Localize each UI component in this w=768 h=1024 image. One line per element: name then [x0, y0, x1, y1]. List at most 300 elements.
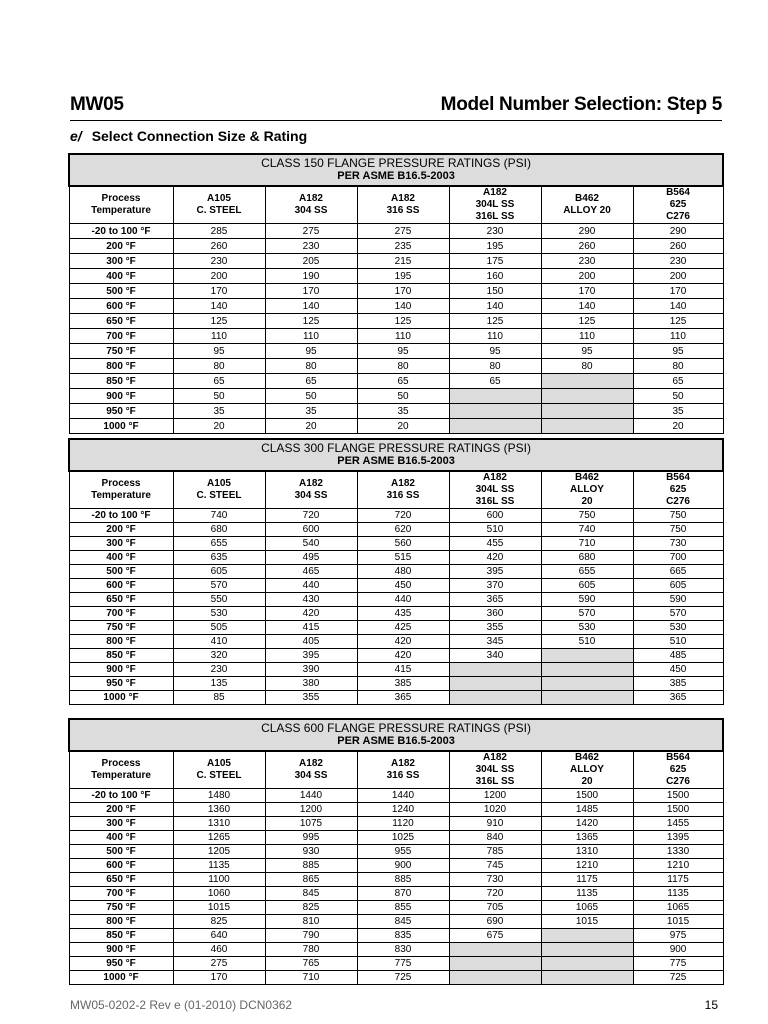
not-applicable-cell: [541, 663, 633, 677]
column-header: [265, 186, 357, 224]
pressure-cell: 1210: [541, 859, 633, 873]
column-header: [69, 751, 173, 789]
pressure-cell: 600: [265, 523, 357, 537]
pressure-cell: 870: [357, 887, 449, 901]
pressure-cell: 1020: [449, 803, 541, 817]
not-applicable-cell: [541, 389, 633, 404]
pressure-cell: 680: [173, 523, 265, 537]
table-row: [69, 663, 723, 677]
pressure-cell: 365: [449, 593, 541, 607]
pressure-cell: 95: [541, 344, 633, 359]
footer-doc-ref: MW05-0202-2 Rev e (01-2010) DCN0362: [70, 998, 293, 1012]
pressure-cell: 110: [541, 329, 633, 344]
pressure-cell: 125: [265, 314, 357, 329]
column-header: [357, 751, 449, 789]
pressure-cell: 110: [633, 329, 723, 344]
table-row: [69, 901, 723, 915]
not-applicable-cell: [541, 374, 633, 389]
table-title-line-1: CLASS 150 FLANGE PRESSURE RATINGS (PSI): [261, 156, 531, 170]
pressure-cell: 65: [449, 374, 541, 389]
pressure-cell: 1500: [633, 789, 723, 803]
pressure-cell: 20: [357, 419, 449, 434]
pressure-cell: 1135: [541, 887, 633, 901]
temperature-cell: 850 °F: [69, 929, 173, 943]
table-row: [69, 803, 723, 817]
pressure-cell: 195: [449, 239, 541, 254]
table-row: [69, 284, 723, 299]
column-header-line: A182: [299, 193, 323, 204]
pressure-cell: 285: [173, 224, 265, 239]
column-header-line: 625: [669, 484, 687, 495]
pressure-cell: 510: [541, 635, 633, 649]
pressure-cell: 1135: [173, 859, 265, 873]
column-header-line: B462: [575, 752, 599, 763]
pressure-cell: 1060: [173, 887, 265, 901]
column-header-line: Temperature: [91, 205, 151, 216]
pressure-cell: 1075: [265, 817, 357, 831]
pressure-cell: 775: [357, 957, 449, 971]
column-header-line: A105: [207, 758, 231, 769]
pressure-cell: 665: [633, 565, 723, 579]
column-header-line: C276: [666, 211, 690, 222]
pressure-cell: 230: [633, 254, 723, 269]
temperature-cell: 650 °F: [69, 314, 173, 329]
pressure-cell: 1480: [173, 789, 265, 803]
table-row: [69, 537, 723, 551]
column-header-line: C276: [666, 776, 690, 787]
pressure-cell: 95: [173, 344, 265, 359]
pressure-cell: 110: [449, 329, 541, 344]
pressure-cell: 845: [357, 915, 449, 929]
column-header-row: [69, 471, 723, 509]
pressure-cell: 410: [173, 635, 265, 649]
column-header-row: [69, 751, 723, 789]
pressure-cell: 80: [357, 359, 449, 374]
column-header-line: C. STEEL: [196, 490, 242, 501]
pressure-cell: 1135: [633, 887, 723, 901]
table-row: [69, 269, 723, 284]
pressure-cell: 885: [357, 873, 449, 887]
pressure-cell: 35: [357, 404, 449, 419]
column-header-line: A105: [207, 478, 231, 489]
pressure-cell: 605: [633, 579, 723, 593]
pressure-cell: 450: [633, 663, 723, 677]
column-header-line: A105: [207, 193, 231, 204]
pressure-cell: 50: [265, 389, 357, 404]
pressure-cell: 230: [173, 254, 265, 269]
temperature-cell: 300 °F: [69, 254, 173, 269]
temperature-cell: 1000 °F: [69, 691, 173, 705]
pressure-cell: 35: [633, 404, 723, 419]
table-row: [69, 419, 723, 434]
pressure-cell: 655: [541, 565, 633, 579]
pressure-cell: 230: [265, 239, 357, 254]
pressure-cell: 605: [541, 579, 633, 593]
pressure-cell: 1015: [633, 915, 723, 929]
pressure-cell: 1015: [173, 901, 265, 915]
temperature-cell: 800 °F: [69, 359, 173, 374]
pressure-cell: 930: [265, 845, 357, 859]
class-150-ratings-table: [68, 153, 724, 434]
column-header-line: B462: [575, 193, 599, 204]
column-header-line: 304 SS: [294, 490, 328, 501]
pressure-cell: 1200: [449, 789, 541, 803]
temperature-cell: 400 °F: [69, 551, 173, 565]
not-applicable-cell: [541, 691, 633, 705]
pressure-cell: 140: [449, 299, 541, 314]
temperature-cell: 700 °F: [69, 887, 173, 901]
pressure-cell: 290: [633, 224, 723, 239]
column-header-line: 316 SS: [386, 490, 420, 501]
pressure-cell: 1395: [633, 831, 723, 845]
column-header: [633, 471, 723, 509]
pressure-cell: 730: [449, 873, 541, 887]
table-row: [69, 845, 723, 859]
column-header-line: 304 SS: [294, 205, 328, 216]
pressure-cell: 50: [357, 389, 449, 404]
pressure-cell: 385: [357, 677, 449, 691]
pressure-cell: 510: [633, 635, 723, 649]
table-row: [69, 887, 723, 901]
pressure-cell: 725: [633, 971, 723, 985]
column-header-line: C. STEEL: [196, 770, 242, 781]
pressure-cell: 80: [173, 359, 265, 374]
pressure-cell: 955: [357, 845, 449, 859]
pressure-cell: 355: [449, 621, 541, 635]
pressure-cell: 275: [173, 957, 265, 971]
pressure-cell: 1485: [541, 803, 633, 817]
pressure-cell: 95: [449, 344, 541, 359]
table-row: [69, 607, 723, 621]
temperature-cell: 500 °F: [69, 284, 173, 299]
pressure-cell: 725: [357, 971, 449, 985]
pressure-cell: 345: [449, 635, 541, 649]
temperature-cell: 800 °F: [69, 915, 173, 929]
temperature-cell: 200 °F: [69, 523, 173, 537]
table-row: [69, 344, 723, 359]
pressure-cell: 465: [265, 565, 357, 579]
pressure-cell: 460: [173, 943, 265, 957]
pressure-cell: 515: [357, 551, 449, 565]
pressure-cell: 320: [173, 649, 265, 663]
pressure-cell: 810: [265, 915, 357, 929]
pressure-cell: 885: [265, 859, 357, 873]
pressure-cell: 35: [173, 404, 265, 419]
pressure-cell: 205: [265, 254, 357, 269]
table-row: [69, 224, 723, 239]
pressure-cell: 360: [449, 607, 541, 621]
pressure-cell: 170: [633, 284, 723, 299]
not-applicable-cell: [449, 957, 541, 971]
pressure-cell: 20: [173, 419, 265, 434]
table-title: [69, 719, 723, 751]
table-title-line-2: PER ASME B16.5-2003: [337, 455, 455, 467]
column-header-line: C276: [666, 496, 690, 507]
table-row: [69, 523, 723, 537]
pressure-cell: 110: [265, 329, 357, 344]
temperature-cell: 400 °F: [69, 831, 173, 845]
pressure-cell: 340: [449, 649, 541, 663]
temperature-cell: 950 °F: [69, 404, 173, 419]
pressure-cell: 95: [265, 344, 357, 359]
not-applicable-cell: [449, 971, 541, 985]
section-letter: e/: [70, 128, 82, 144]
pressure-cell: 125: [633, 314, 723, 329]
table-row: [69, 621, 723, 635]
pressure-cell: 395: [449, 565, 541, 579]
pressure-cell: 900: [633, 943, 723, 957]
pressure-cell: 190: [265, 269, 357, 284]
table-title-row: [69, 154, 723, 186]
pressure-cell: 415: [265, 621, 357, 635]
table-row: [69, 971, 723, 985]
pressure-cell: 160: [449, 269, 541, 284]
table-row: [69, 593, 723, 607]
not-applicable-cell: [449, 404, 541, 419]
pressure-cell: 570: [541, 607, 633, 621]
pressure-cell: 420: [357, 649, 449, 663]
table-row: [69, 374, 723, 389]
pressure-cell: 530: [633, 621, 723, 635]
pressure-cell: 590: [633, 593, 723, 607]
pressure-cell: 215: [357, 254, 449, 269]
pressure-cell: 365: [633, 691, 723, 705]
table-row: [69, 239, 723, 254]
table-row: [69, 677, 723, 691]
temperature-cell: 850 °F: [69, 374, 173, 389]
pressure-cell: 395: [265, 649, 357, 663]
column-header: [541, 471, 633, 509]
pressure-cell: 435: [357, 607, 449, 621]
column-header: [541, 751, 633, 789]
table-row: [69, 565, 723, 579]
temperature-cell: 600 °F: [69, 299, 173, 314]
pressure-cell: 720: [449, 887, 541, 901]
not-applicable-cell: [541, 649, 633, 663]
temperature-cell: 750 °F: [69, 621, 173, 635]
column-header-line: ALLOY: [570, 764, 604, 775]
pressure-cell: 1200: [265, 803, 357, 817]
pressure-cell: 780: [265, 943, 357, 957]
not-applicable-cell: [449, 663, 541, 677]
column-header-line: 625: [669, 764, 687, 775]
table-row: [69, 509, 723, 523]
pressure-cell: 385: [633, 677, 723, 691]
pressure-cell: 590: [541, 593, 633, 607]
pressure-cell: 750: [633, 509, 723, 523]
pressure-cell: 640: [173, 929, 265, 943]
pressure-cell: 230: [449, 224, 541, 239]
pressure-cell: 80: [633, 359, 723, 374]
temperature-cell: 600 °F: [69, 859, 173, 873]
pressure-cell: 65: [265, 374, 357, 389]
column-header: [633, 186, 723, 224]
column-header: [173, 471, 265, 509]
column-header: [265, 471, 357, 509]
pressure-cell: 455: [449, 537, 541, 551]
pressure-cell: 900: [357, 859, 449, 873]
column-header-line: 304L SS: [475, 199, 515, 210]
pressure-cell: 430: [265, 593, 357, 607]
pressure-cell: 140: [357, 299, 449, 314]
pressure-cell: 530: [541, 621, 633, 635]
pressure-cell: 620: [357, 523, 449, 537]
pressure-cell: 605: [173, 565, 265, 579]
section-title: [70, 128, 307, 144]
pressure-cell: 110: [357, 329, 449, 344]
pressure-cell: 135: [173, 677, 265, 691]
table-title-line-1: CLASS 300 FLANGE PRESSURE RATINGS (PSI): [261, 441, 531, 455]
pressure-cell: 20: [633, 419, 723, 434]
column-header-line: 304 SS: [294, 770, 328, 781]
not-applicable-cell: [449, 677, 541, 691]
column-header-line: 304L SS: [475, 764, 515, 775]
pressure-cell: 260: [173, 239, 265, 254]
table-row: [69, 404, 723, 419]
temperature-cell: -20 to 100 °F: [69, 224, 173, 239]
pressure-cell: 675: [449, 929, 541, 943]
column-header-line: 20: [581, 496, 593, 507]
pressure-cell: 1240: [357, 803, 449, 817]
table-row: [69, 859, 723, 873]
table-title-row: [69, 719, 723, 751]
pressure-cell: 200: [173, 269, 265, 284]
table-row: [69, 299, 723, 314]
pressure-cell: 710: [265, 971, 357, 985]
pressure-cell: 1120: [357, 817, 449, 831]
pressure-cell: 750: [541, 509, 633, 523]
pressure-cell: 65: [173, 374, 265, 389]
pressure-cell: 50: [173, 389, 265, 404]
column-header-line: 316L SS: [475, 496, 515, 507]
pressure-cell: 655: [173, 537, 265, 551]
column-header-line: Process: [101, 193, 141, 204]
table-row: [69, 691, 723, 705]
pressure-cell: 110: [173, 329, 265, 344]
pressure-cell: 1360: [173, 803, 265, 817]
pressure-cell: 825: [173, 915, 265, 929]
pressure-cell: 1420: [541, 817, 633, 831]
column-header: [633, 751, 723, 789]
pressure-cell: 80: [449, 359, 541, 374]
not-applicable-cell: [541, 971, 633, 985]
column-header: [357, 186, 449, 224]
not-applicable-cell: [541, 419, 633, 434]
pressure-cell: 125: [357, 314, 449, 329]
pressure-cell: 195: [357, 269, 449, 284]
column-header: [449, 471, 541, 509]
table-title-line-1: CLASS 600 FLANGE PRESSURE RATINGS (PSI): [261, 721, 531, 735]
table-title-line-2: PER ASME B16.5-2003: [337, 735, 455, 747]
pressure-cell: 80: [265, 359, 357, 374]
pressure-cell: 405: [265, 635, 357, 649]
pressure-cell: 480: [357, 565, 449, 579]
pressure-cell: 495: [265, 551, 357, 565]
pressure-cell: 730: [633, 537, 723, 551]
column-header-line: A182: [483, 752, 507, 763]
pressure-cell: 550: [173, 593, 265, 607]
not-applicable-cell: [541, 677, 633, 691]
pressure-cell: 510: [449, 523, 541, 537]
not-applicable-cell: [449, 389, 541, 404]
pressure-cell: 140: [265, 299, 357, 314]
table-row: [69, 789, 723, 803]
pressure-cell: 1310: [173, 817, 265, 831]
pressure-cell: 80: [541, 359, 633, 374]
column-header-line: B564: [666, 187, 690, 198]
pressure-cell: 95: [633, 344, 723, 359]
pressure-cell: 750: [633, 523, 723, 537]
temperature-cell: 600 °F: [69, 579, 173, 593]
pressure-cell: 125: [173, 314, 265, 329]
pressure-cell: 230: [541, 254, 633, 269]
column-header-line: 316 SS: [386, 770, 420, 781]
pressure-cell: 485: [633, 649, 723, 663]
pressure-cell: 1065: [541, 901, 633, 915]
column-header-row: [69, 186, 723, 224]
pressure-cell: 560: [357, 537, 449, 551]
pressure-cell: 260: [633, 239, 723, 254]
column-header-line: 625: [669, 199, 687, 210]
pressure-cell: 740: [541, 523, 633, 537]
temperature-cell: 950 °F: [69, 677, 173, 691]
column-header: [449, 186, 541, 224]
pressure-cell: 785: [449, 845, 541, 859]
column-header: [541, 186, 633, 224]
column-header-line: ALLOY: [570, 484, 604, 495]
pressure-cell: 865: [265, 873, 357, 887]
table-row: [69, 929, 723, 943]
pressure-cell: 170: [357, 284, 449, 299]
not-applicable-cell: [541, 404, 633, 419]
column-header-line: B564: [666, 752, 690, 763]
table-title: [69, 154, 723, 186]
column-header-line: A182: [483, 472, 507, 483]
pressure-cell: 420: [449, 551, 541, 565]
pressure-cell: 830: [357, 943, 449, 957]
pressure-cell: 35: [265, 404, 357, 419]
pressure-cell: 170: [541, 284, 633, 299]
pressure-cell: 740: [173, 509, 265, 523]
pressure-cell: 835: [357, 929, 449, 943]
pressure-cell: 1310: [541, 845, 633, 859]
pressure-cell: 845: [265, 887, 357, 901]
pressure-cell: 700: [633, 551, 723, 565]
column-header-line: A182: [483, 187, 507, 198]
pressure-cell: 720: [265, 509, 357, 523]
pressure-cell: 1175: [541, 873, 633, 887]
pressure-cell: 260: [541, 239, 633, 254]
pressure-cell: 975: [633, 929, 723, 943]
column-header-line: Temperature: [91, 770, 151, 781]
pressure-cell: 995: [265, 831, 357, 845]
table-row: [69, 649, 723, 663]
pressure-cell: 1500: [633, 803, 723, 817]
pressure-cell: 720: [357, 509, 449, 523]
pressure-cell: 355: [265, 691, 357, 705]
pressure-cell: 570: [633, 607, 723, 621]
temperature-cell: 900 °F: [69, 389, 173, 404]
class-300-ratings-table: [68, 438, 724, 705]
pressure-cell: 570: [173, 579, 265, 593]
temperature-cell: 700 °F: [69, 329, 173, 344]
pressure-cell: 745: [449, 859, 541, 873]
pressure-cell: 140: [173, 299, 265, 314]
pressure-cell: 365: [357, 691, 449, 705]
column-header-line: C. STEEL: [196, 205, 242, 216]
pressure-cell: 450: [357, 579, 449, 593]
pressure-cell: 1025: [357, 831, 449, 845]
